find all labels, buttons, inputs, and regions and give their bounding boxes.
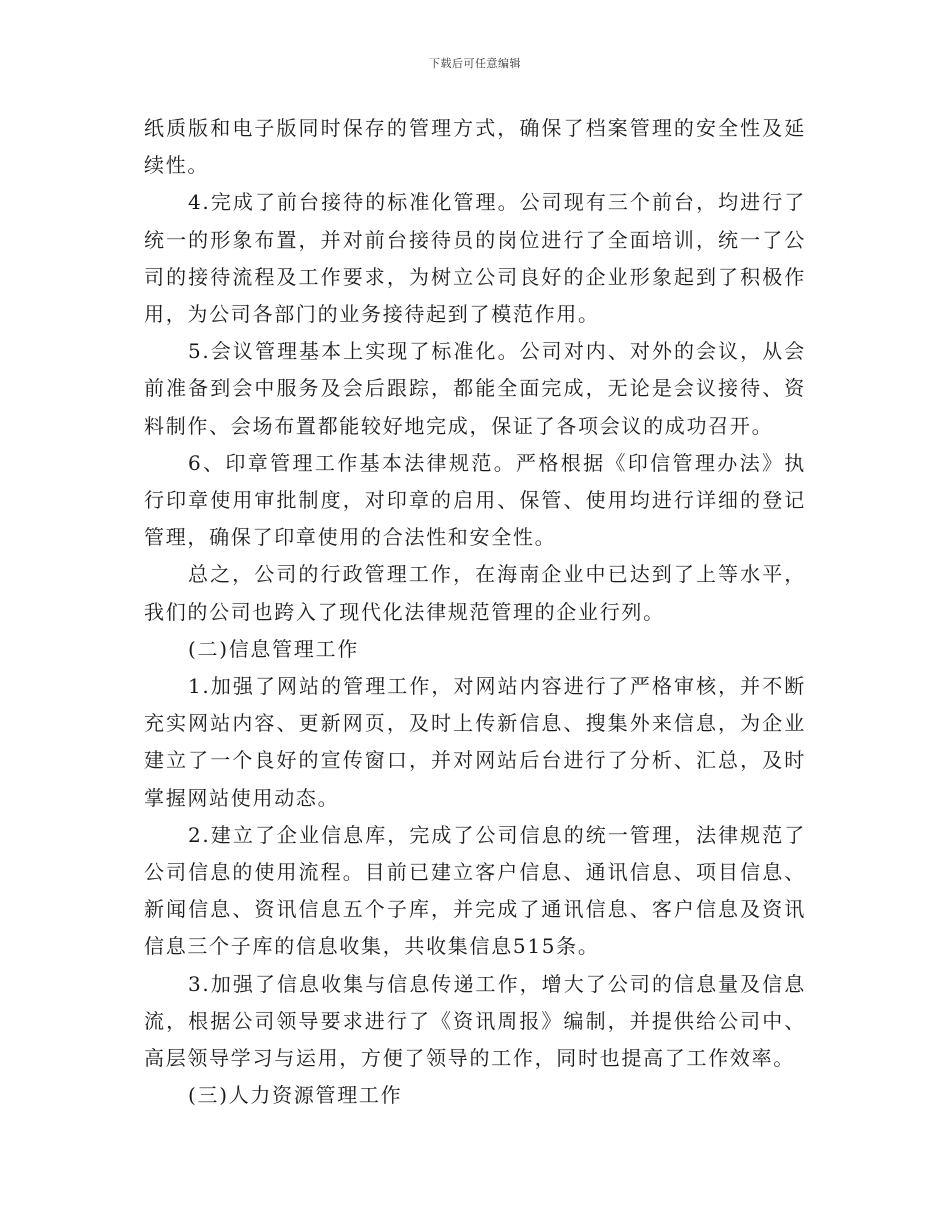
paragraph-information-collection: 3.加强了信息收集与信息传递工作，增大了公司的信息量及信息流，根据公司领导要求进行了《资讯周报》编制，并提供给公司中、高层领导学习与运用，方便了领导的工作，同时也提高了工作效率。 (144, 971, 806, 1071)
paragraph-website-management: 1.加强了网站的管理工作，对网站内容进行了严格审核，并不断充实网站内容、更新网页，及时上传新信息、搜集外来信息，为企业建立了一个良好的宣传窗口，并对网站后台进行了分析、汇总，及时掌握网站使用动态。 (144, 674, 806, 810)
document-body (144, 110, 806, 1114)
paragraph-archive-continuation: 纸质版和电子版同时保存的管理方式，确保了档案管理的安全性及延续性。 (144, 116, 806, 178)
paragraph-information-database: 2.建立了企业信息库，完成了公司信息的统一管理，法律规范了公司信息的使用流程。目前已建立客户信息、通讯信息、项目信息、新闻信息、资讯信息五个子库，并完成了通讯信息、客户信息及资讯信息三个子库的信息收集，共收集信息515条。 (144, 822, 806, 959)
page-header: 下载后可任意编辑 (429, 57, 521, 70)
paragraph-meeting-management: 5.会议管理基本上实现了标准化。公司对内、对外的会议，从会前准备到会中服务及会后跟踪，都能全面完成，无论是会议接待、资料制作、会场布置都能较好地完成，保证了各项会议的成功召开。 (144, 339, 806, 438)
paragraph-summary: 总之，公司的行政管理工作，在海南企业中已达到了上等水平，我们的公司也跨入了现代化法律规范管理的企业行列。 (144, 562, 806, 624)
paragraph-seal-management: 6、印章管理工作基本法律规范。严格根据《印信管理办法》执行印章使用审批制度，对印章的启用、保管、使用均进行详细的登记管理，确保了印章使用的合法性和安全性。 (144, 450, 806, 550)
section-heading-human-resources: (三)人力资源管理工作 (188, 1083, 403, 1108)
section-heading-information-management: (二)信息管理工作 (188, 636, 359, 661)
paragraph-reception-management: 4.完成了前台接待的标准化管理。公司现有三个前台，均进行了统一的形象布置，并对前台接待员的岗位进行了全面培训，统一了公司的接待流程及工作要求，为树立公司良好的企业形象起到了积极作用，为公司各部门的业务接待起到了模范作用。 (144, 190, 806, 327)
